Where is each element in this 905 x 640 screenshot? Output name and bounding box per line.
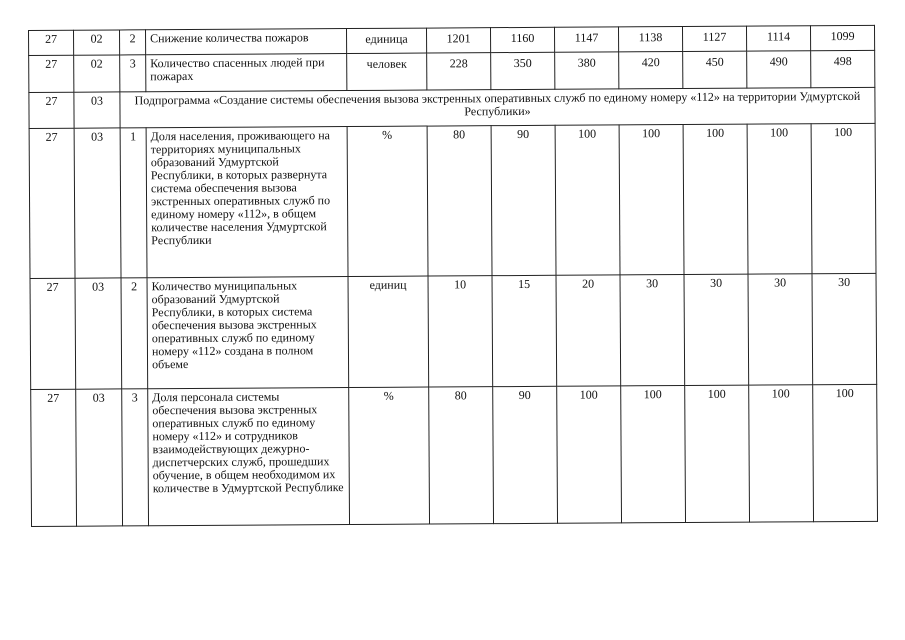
value-cell: 380 xyxy=(555,52,619,89)
value-cell: 100 xyxy=(685,385,750,522)
indicator-unit: % xyxy=(349,387,430,524)
code-subprogram: 02 xyxy=(74,30,120,55)
table-row xyxy=(30,273,877,389)
value-cell: 1099 xyxy=(810,25,874,50)
indicator-unit: единица xyxy=(346,28,426,53)
code-item: 3 xyxy=(122,389,149,526)
code-subprogram: 02 xyxy=(74,55,120,92)
indicator-name: Доля персонала системы обеспечения вызова экстренных оперативных служб по единому номеру «112» и сотрудников взаимодействующих дежурно-диспетчерских служб, прошедших обучение, в общем необходимом их количестве в Удмуртской Республике xyxy=(148,388,350,526)
table-row xyxy=(29,50,875,92)
code-subprogram: 03 xyxy=(74,128,121,278)
value-cell: 1138 xyxy=(618,27,682,52)
indicator-name: Доля населения, проживающего на территориях муниципальных образований Удмуртской Республики, в которых развернута система обеспечения вызова экстренных оперативных служб по единому номеру «112», в общем количестве населения Удмуртской Республики xyxy=(146,127,348,278)
indicators-table xyxy=(28,25,878,527)
value-cell: 80 xyxy=(429,387,494,524)
value-cell: 100 xyxy=(555,125,620,275)
value-cell: 1127 xyxy=(682,26,746,51)
value-cell: 80 xyxy=(427,126,492,276)
table-row xyxy=(29,123,876,278)
indicator-unit: человек xyxy=(347,53,427,90)
value-cell: 10 xyxy=(428,276,493,387)
value-cell: 1147 xyxy=(554,27,618,52)
value-cell: 228 xyxy=(427,53,491,90)
code-item: 2 xyxy=(120,30,146,55)
value-cell: 350 xyxy=(491,52,555,89)
value-cell: 100 xyxy=(813,384,878,521)
value-cell: 100 xyxy=(747,124,812,274)
code-item: 2 xyxy=(121,278,148,389)
indicator-unit: % xyxy=(347,126,428,276)
indicator-unit: единиц xyxy=(348,276,429,387)
value-cell: 450 xyxy=(683,51,747,88)
code-subprogram: 03 xyxy=(74,92,120,128)
value-cell: 100 xyxy=(683,124,748,274)
value-cell: 15 xyxy=(492,275,557,386)
code-subprogram: 03 xyxy=(76,389,123,526)
value-cell: 420 xyxy=(619,52,683,89)
value-cell: 100 xyxy=(557,386,622,523)
code-program: 27 xyxy=(29,30,74,55)
value-cell: 30 xyxy=(684,274,749,385)
value-cell: 90 xyxy=(491,125,556,275)
value-cell: 490 xyxy=(747,51,811,88)
indicator-name: Снижение количества пожаров xyxy=(146,29,347,55)
value-cell: 498 xyxy=(811,50,875,87)
value-cell: 100 xyxy=(619,125,684,275)
code-item: 1 xyxy=(120,128,147,278)
code-subprogram: 03 xyxy=(75,278,122,389)
code-program: 27 xyxy=(31,389,77,526)
value-cell: 1201 xyxy=(426,28,490,53)
value-cell: 20 xyxy=(556,275,621,386)
value-cell: 30 xyxy=(620,274,685,385)
code-program: 27 xyxy=(29,55,74,92)
subprogram-title: Подпрограмма «Создание системы обеспечения вызова экстренных оперативных служб по единому номеру «112» на территории Удмуртской Республики» xyxy=(120,87,875,128)
value-cell: 100 xyxy=(749,385,814,522)
value-cell: 100 xyxy=(811,123,876,273)
value-cell: 90 xyxy=(493,386,558,523)
table-row xyxy=(31,384,878,526)
code-item: 3 xyxy=(120,55,146,92)
code-program: 27 xyxy=(29,92,74,128)
indicator-name: Количество муниципальных образований Удмуртской Республики, в которых система обеспечения вызова экстренных оперативных служб по единому номеру «112» создана в полном объеме xyxy=(147,277,349,389)
subprogram-row xyxy=(29,87,875,128)
value-cell: 30 xyxy=(748,274,813,385)
code-program: 27 xyxy=(30,278,76,389)
code-program: 27 xyxy=(29,128,75,278)
value-cell: 1160 xyxy=(490,27,554,52)
value-cell: 100 xyxy=(621,385,686,522)
value-cell: 1114 xyxy=(746,26,810,51)
value-cell: 30 xyxy=(812,273,877,384)
indicator-name: Количество спасенных людей при пожарах xyxy=(146,54,347,92)
